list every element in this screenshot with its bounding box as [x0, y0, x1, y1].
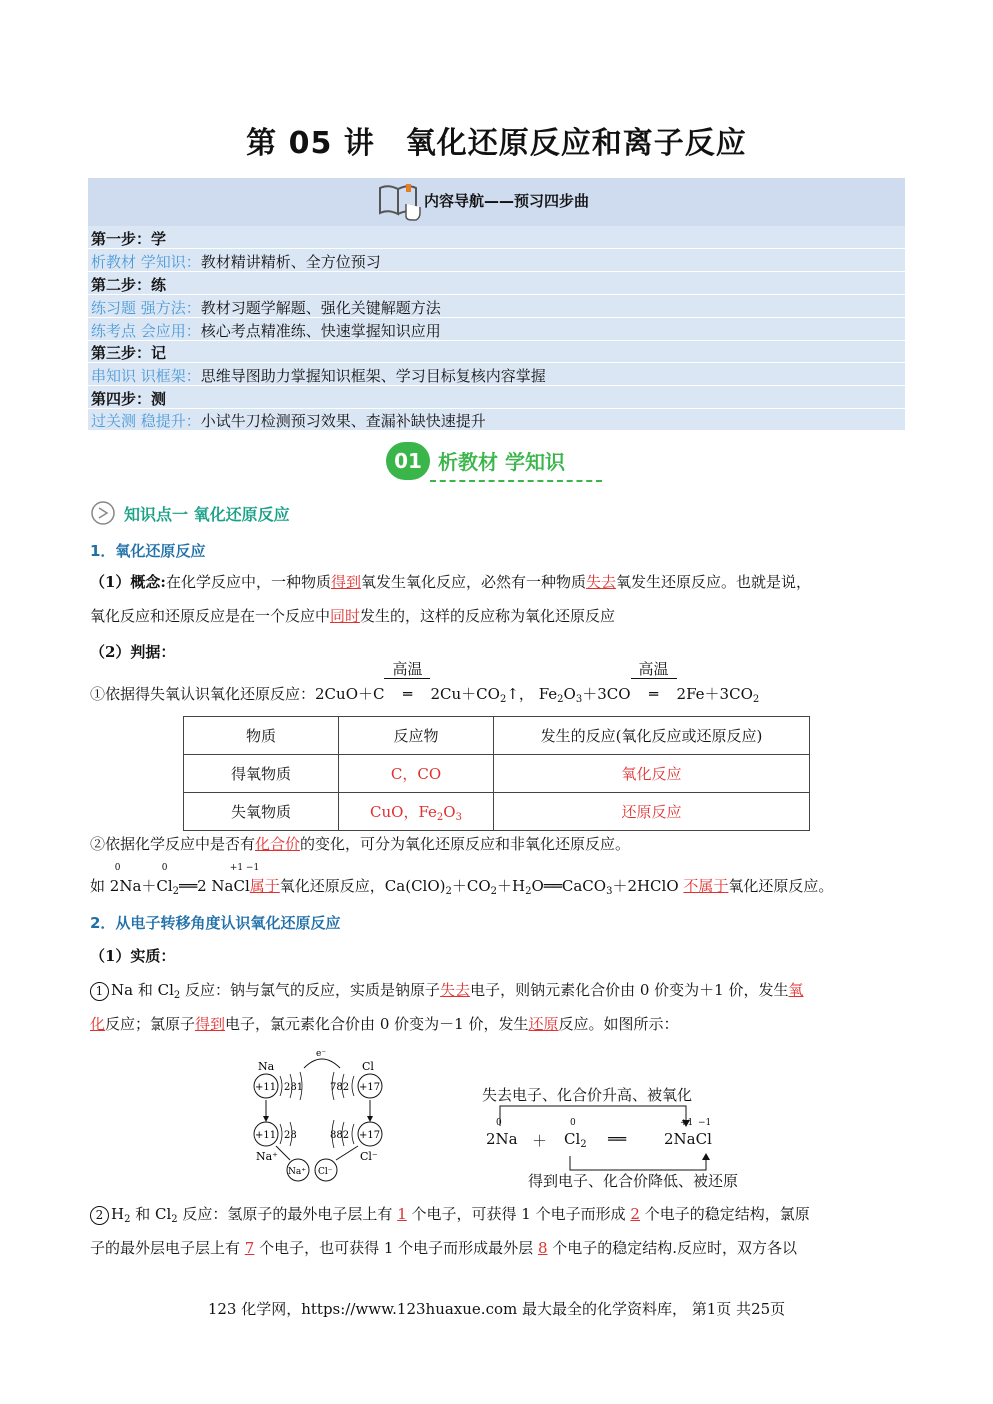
diagram-bottom-label: 得到电子、化合价降低、被还原 [528, 1172, 739, 1190]
svg-text:281: 281 [284, 1082, 304, 1093]
book-pointer-icon [376, 180, 422, 222]
nav-header [88, 178, 905, 226]
svg-text:Cl: Cl [362, 1060, 374, 1073]
table-cell: 氧化反应 [494, 755, 810, 793]
svg-text:+17: +17 [359, 1082, 381, 1093]
essence-label: （1）实质： [90, 947, 176, 965]
h2-cl2-line-2: 子的最外层电子层上有 7 个电子，也可获得 1 个电子而形成最外层 8 个电子的稳定结构.反应时，双方各以 [90, 1239, 798, 1257]
svg-text:Na⁺: Na⁺ [256, 1150, 278, 1163]
table-header: 物质 [184, 717, 339, 755]
nav-step-2: 第二步：练 [91, 276, 167, 294]
section-badge [386, 442, 606, 486]
svg-text:Na⁺: Na⁺ [288, 1167, 306, 1177]
nav-row-framework: 串知识 识框架：思维导图助力掌握知识框架、学习目标复核内容掌握 [91, 367, 546, 385]
svg-text:Na: Na [258, 1060, 275, 1073]
nav-row-analyze: 析教材 学知识：教材精讲精析、全方位预习 [91, 253, 381, 271]
content-navigation-box [88, 178, 905, 430]
heading-electron-transfer: 2．从电子转移角度认识氧化还原反应 [90, 914, 341, 932]
electron-transfer-diagram [478, 1080, 738, 1190]
example-line: 如 0 0 +1 −1 $2Na+Cl_2══2$ NaCl属于氧化还原反应，$Ca(ClO)_2+CO_2+H_2O══CaCO_3+2HClO$ 不属于氧化还原反应。 [90, 863, 834, 897]
svg-text:782: 782 [330, 1082, 350, 1093]
concept-line-2: 氧化反应和还原反应是在一个反应中同时发生的，这样的反应称为氧化还原反应 [90, 607, 616, 625]
judge-label: （2）判据： [90, 643, 176, 661]
svg-text:e⁻: e⁻ [316, 1049, 327, 1059]
nav-step-3: 第三步：记 [91, 344, 167, 362]
table-header: 发生的反应(氧化反应或还原反应) [494, 717, 810, 755]
svg-text:Cl⁻: Cl⁻ [360, 1150, 378, 1163]
nav-row-practice: 练习题 强方法：教材习题学解题、强化关键解题方法 [91, 299, 441, 317]
nav-step-4: 第四步：测 [91, 390, 167, 408]
diagram-plus: ＋ [532, 1132, 548, 1150]
table-cell: 失氧物质 [184, 793, 339, 831]
diagram-nacl: +1 −1 2NaCl [664, 1118, 712, 1148]
table-header: 反应物 [339, 717, 494, 755]
svg-text:+17: +17 [359, 1130, 381, 1141]
table-row [184, 793, 810, 831]
diagram-top-label: 失去电子、化合价升高、被氧化 [482, 1086, 693, 1104]
table-cell: 还原反应 [494, 793, 810, 831]
badge-number: 01 [386, 442, 430, 480]
diagram-na: 0 2Na [486, 1118, 518, 1148]
svg-text:Cl⁻: Cl⁻ [318, 1167, 333, 1177]
table-cell: C，CO [339, 755, 494, 793]
equation-line: ①依据得失氧认识氧化还原反应：2CuO＋C 高温 ═ $2Cu+CO_2↑$， $Fe_2O_3+3CO$ 高温 ═ $2Fe+3CO_2$ [90, 660, 760, 705]
concept-line-1: （1）概念:在化学反应中，一种物质得到氧发生氧化反应，必然有一种物质失去氧发生还原反应。也就是说， [90, 573, 812, 591]
table-cell: 得氧物质 [184, 755, 339, 793]
atomic-structure-diagram [246, 1046, 406, 1186]
valence-line: ②依据化学反应中是否有化合价的变化，可分为氧化还原反应和非氧化还原反应。 [90, 835, 631, 853]
diagram-cl2: 0 $Cl_2$ [564, 1118, 587, 1150]
nav-step-1: 第一步：学 [91, 230, 167, 248]
svg-text:+11: +11 [255, 1130, 277, 1141]
na-cl-line-2: 化反应；氯原子得到电子，氯元素化合价由 0 价变为－1 价，发生还原反应。如图所示： [90, 1015, 679, 1033]
svg-text:28: 28 [284, 1130, 297, 1141]
svg-text:882: 882 [330, 1130, 350, 1141]
nav-header-title: 内容导航——预习四步曲 [424, 192, 590, 210]
table-cell: CuO，$Fe_2O_3$ [339, 793, 494, 831]
page-footer: 123 化学网，https://www.123huaxue.com 最大最全的化学资料库， 第1页 共25页 [207, 1300, 786, 1318]
heading-redox: 1．氧化还原反应 [90, 542, 206, 560]
badge-label: 析教材 学知识 [438, 450, 565, 474]
diagram-equals: ══ [608, 1130, 627, 1148]
svg-text:+11: +11 [255, 1082, 277, 1093]
table-row [184, 755, 810, 793]
na-cl-line-1: 1 Na 和 $Cl_2$ 反应：钠与氯气的反应，实质是钠原子失去电子，则钠元素化合价由 0 价变为＋1 价，发生氧 [90, 974, 803, 1012]
nav-row-apply: 练考点 会应用：核心考点精准练、快速掌握知识应用 [91, 322, 441, 340]
oxygen-table [183, 716, 810, 831]
nav-row-test: 过关测 稳提升：小试牛刀检测预习效果、查漏补缺快速提升 [91, 412, 486, 430]
page-title: 第 05 讲 氧化还原反应和离子反应 [246, 126, 747, 161]
knowledge-point-title: 知识点一 氧化还原反应 [124, 505, 290, 524]
h2-cl2-line-1: 2 $H_2$ 和 $Cl_2$ 反应：氢原子的最外电子层上有 1 个电子，可获得 1 个电子而形成 2 个电子的稳定结构，氯原 [90, 1198, 810, 1236]
arrow-circle-icon [90, 500, 116, 526]
